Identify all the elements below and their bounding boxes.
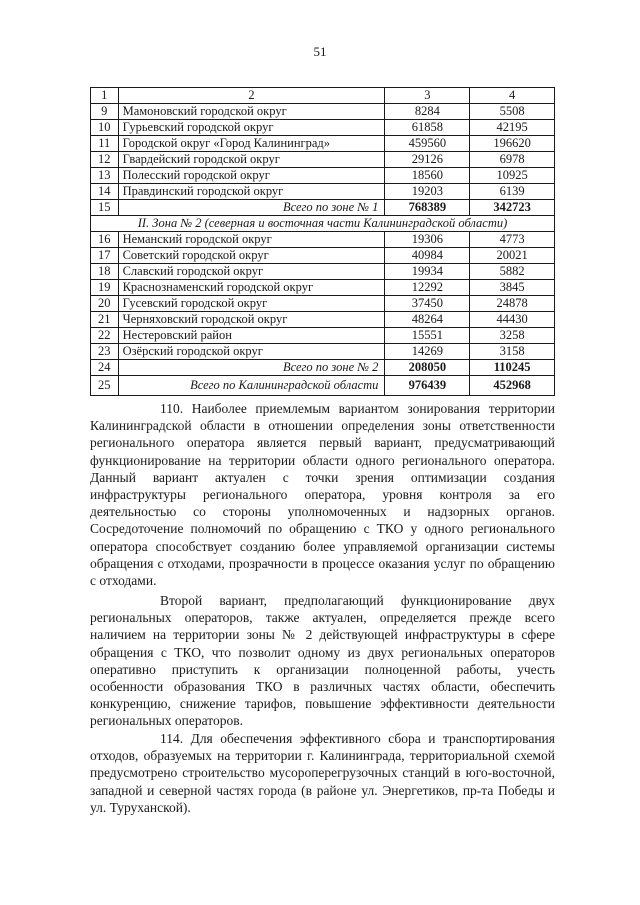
row-number: 11 <box>91 136 119 152</box>
section-heading: II. Зона № 2 (северная и восточная части Калининградской области) <box>91 216 555 232</box>
municipality-name: Неманский городской округ <box>118 232 385 248</box>
row-number: 17 <box>91 248 119 264</box>
header-col-2: 2 <box>118 88 385 104</box>
value-col3: 14269 <box>385 344 470 360</box>
municipality-name: Славский городской округ <box>118 264 385 280</box>
table-row-total-region <box>91 376 555 396</box>
total-label: Всего по зоне № 2 <box>118 360 385 376</box>
municipality-name: Мамоновский городской округ <box>118 104 385 120</box>
total-value-col3: 768389 <box>385 200 470 216</box>
table-row <box>91 248 555 264</box>
total-label: Всего по Калининградской области <box>118 376 385 396</box>
table-row <box>91 168 555 184</box>
value-col3: 48264 <box>385 312 470 328</box>
value-col4: 10925 <box>470 168 555 184</box>
value-col3: 18560 <box>385 168 470 184</box>
table-header-row <box>91 88 555 104</box>
value-col4: 6978 <box>470 152 555 168</box>
value-col4: 4773 <box>470 232 555 248</box>
row-number: 16 <box>91 232 119 248</box>
row-number: 13 <box>91 168 119 184</box>
table-row <box>91 104 555 120</box>
municipality-name: Правдинский городской округ <box>118 184 385 200</box>
row-number: 15 <box>91 200 119 216</box>
value-col4: 20021 <box>470 248 555 264</box>
row-number: 24 <box>91 360 119 376</box>
paragraph-text: Второй вариант, предполагающий функционирование двух региональных операторов, также актуален, определяется прежде всего наличием на территории зоны № 2 действующей инфраструктуры в сфере обращения с ТКО, что позволит одному из двух региональных операторов оперативно приступить к организации полноценной работы, учесть особенности образования ТКО в различных частях области, обеспечить конкуренцию, снижение тарифов, повышение эффективности деятельности региональных операторов. <box>90 593 555 729</box>
municipality-name: Нестеровский район <box>118 328 385 344</box>
paragraph-114 <box>90 730 555 816</box>
value-col4: 196620 <box>470 136 555 152</box>
municipality-name: Советский городской округ <box>118 248 385 264</box>
table-row <box>91 344 555 360</box>
table-row <box>91 136 555 152</box>
value-col3: 19203 <box>385 184 470 200</box>
header-col-4: 4 <box>470 88 555 104</box>
value-col4: 5882 <box>470 264 555 280</box>
total-value-col4: 110245 <box>470 360 555 376</box>
table-row <box>91 152 555 168</box>
value-col3: 8284 <box>385 104 470 120</box>
header-col-1: 1 <box>91 88 119 104</box>
value-col4: 42195 <box>470 120 555 136</box>
value-col3: 19306 <box>385 232 470 248</box>
row-number: 19 <box>91 280 119 296</box>
row-number: 9 <box>91 104 119 120</box>
municipality-name: Гурьевский городской округ <box>118 120 385 136</box>
paragraph-second-variant <box>90 592 555 730</box>
value-col3: 40984 <box>385 248 470 264</box>
header-col-3: 3 <box>385 88 470 104</box>
row-number: 25 <box>91 376 119 396</box>
row-number: 14 <box>91 184 119 200</box>
row-number: 23 <box>91 344 119 360</box>
municipality-name: Черняховский городской округ <box>118 312 385 328</box>
table-row-total-zone1 <box>91 200 555 216</box>
row-number: 22 <box>91 328 119 344</box>
total-value-col3: 976439 <box>385 376 470 396</box>
municipality-name: Городской округ «Город Калининград» <box>118 136 385 152</box>
value-col4: 3158 <box>470 344 555 360</box>
value-col3: 12292 <box>385 280 470 296</box>
municipality-name: Гвардейский городской округ <box>118 152 385 168</box>
municipality-name: Полесский городской округ <box>118 168 385 184</box>
waste-volume-table <box>90 87 555 396</box>
value-col4: 6139 <box>470 184 555 200</box>
value-col3: 37450 <box>385 296 470 312</box>
value-col4: 3258 <box>470 328 555 344</box>
table-row <box>91 280 555 296</box>
municipality-name: Гусевский городской округ <box>118 296 385 312</box>
total-label: Всего по зоне № 1 <box>118 200 385 216</box>
page-number: 51 <box>313 44 327 59</box>
table-row <box>91 232 555 248</box>
value-col4: 44430 <box>470 312 555 328</box>
value-col4: 5508 <box>470 104 555 120</box>
table-row <box>91 264 555 280</box>
total-value-col4: 452968 <box>470 376 555 396</box>
table-section-zone2 <box>91 216 555 232</box>
municipality-name: Краснознаменский городской округ <box>118 280 385 296</box>
table-row <box>91 312 555 328</box>
table-row-total-zone2 <box>91 360 555 376</box>
row-number: 20 <box>91 296 119 312</box>
value-col3: 61858 <box>385 120 470 136</box>
value-col4: 3845 <box>470 280 555 296</box>
municipality-name: Озёрский городской округ <box>118 344 385 360</box>
value-col3: 459560 <box>385 136 470 152</box>
paragraph-text: 114. Для обеспечения эффективного сбора и транспортирования отходов, образуемых на территории г. Калининграда, территориальной схемой предусмотрено строительство мусороперегрузочных станций в юго-восточной, западной и северной частях города (в районе ул. Энергетиков, пр-та Победы и ул. Туруханской). <box>90 731 555 815</box>
total-value-col4: 342723 <box>470 200 555 216</box>
table-row <box>91 296 555 312</box>
value-col4: 24878 <box>470 296 555 312</box>
table-row <box>91 328 555 344</box>
row-number: 18 <box>91 264 119 280</box>
total-value-col3: 208050 <box>385 360 470 376</box>
row-number: 12 <box>91 152 119 168</box>
row-number: 10 <box>91 120 119 136</box>
table-row <box>91 120 555 136</box>
value-col3: 15551 <box>385 328 470 344</box>
row-number: 21 <box>91 312 119 328</box>
paragraph-110 <box>90 400 555 589</box>
table-row <box>91 184 555 200</box>
paragraph-text: 110. Наиболее приемлемым вариантом зонирования территории Калининградской области в отношении определения зоны ответственности регионального оператора является первый вариант, предусматривающий функционирование на территории области одного регионального оператора. Данный вариант актуален с точки зрения оптимизации создания инфраструктуры регионального оператора, уровня контроля за его деятельностью со стороны уполномоченных и надзорных органов. Сосредоточение полномочий по обращению с ТКО у одного регионального оператора способствует созданию более управляемой организации системы обращения с отходами, прозрачности в процессе оказания услуг по обращению с отходами. <box>90 401 555 589</box>
value-col3: 29126 <box>385 152 470 168</box>
value-col3: 19934 <box>385 264 470 280</box>
